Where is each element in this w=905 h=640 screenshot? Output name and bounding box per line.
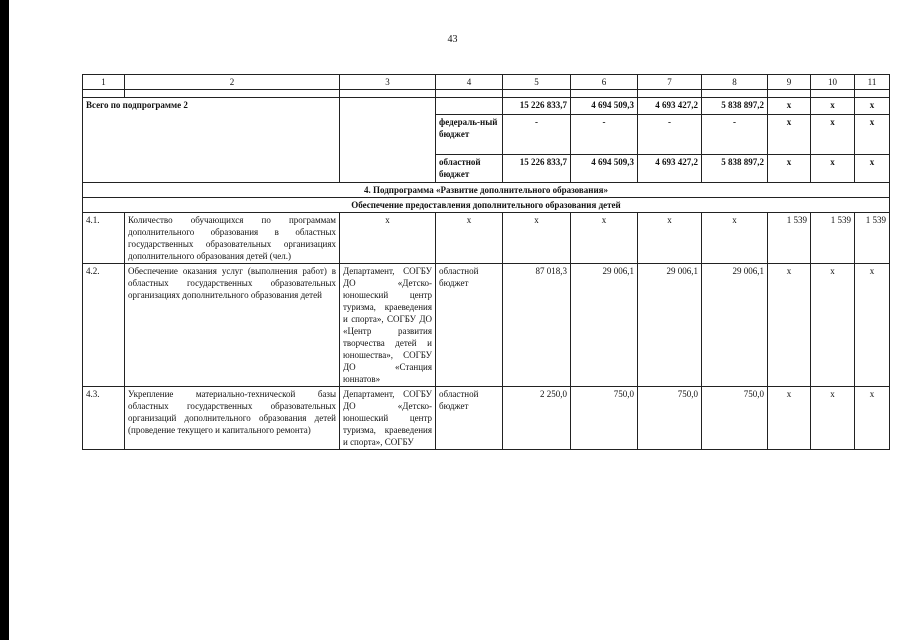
task-title: Обеспечение предоставления дополнительного образования детей (83, 198, 890, 213)
column-header: 10 (811, 75, 855, 90)
federal-value: - (503, 115, 571, 155)
row-source: областной бюджет (436, 387, 503, 450)
regional-budget-label: областной бюджет (436, 155, 503, 183)
total-row (83, 98, 890, 115)
column-header: 2 (125, 75, 340, 90)
budget-table (82, 74, 890, 450)
row-executor: x (340, 213, 436, 264)
federal-value: - (571, 115, 638, 155)
column-number-row (83, 75, 890, 90)
row-value: 29 006,1 (702, 264, 768, 387)
row-value: 2 250,0 (503, 387, 571, 450)
federal-value: - (638, 115, 702, 155)
row-value: 29 006,1 (638, 264, 702, 387)
row-name: Обеспечение оказания услуг (выполнения работ) в областных государственных образовательных организациях дополнительного образования детей (125, 264, 340, 387)
federal-budget-label: федераль-ный бюджет (436, 115, 503, 155)
regional-value: 15 226 833,7 (503, 155, 571, 183)
row-value: 750,0 (638, 387, 702, 450)
column-header: 3 (340, 75, 436, 90)
total-value: 4 693 427,2 (638, 98, 702, 115)
row-value: x (768, 387, 811, 450)
regional-value: 4 694 509,3 (571, 155, 638, 183)
row-number: 4.2. (83, 264, 125, 387)
total-value: 4 694 509,3 (571, 98, 638, 115)
row-value: 750,0 (702, 387, 768, 450)
table-row (83, 213, 890, 264)
table-row (83, 387, 890, 450)
row-value: 1 539 (768, 213, 811, 264)
spacer-row (83, 90, 890, 98)
row-value: x (638, 213, 702, 264)
regional-value: 4 693 427,2 (638, 155, 702, 183)
column-header: 8 (702, 75, 768, 90)
total-value: 15 226 833,7 (503, 98, 571, 115)
row-value: x (503, 213, 571, 264)
row-value: x (855, 264, 890, 387)
federal-value: x (811, 115, 855, 155)
column-header: 5 (503, 75, 571, 90)
row-value: x (811, 387, 855, 450)
row-number: 4.3. (83, 387, 125, 450)
regional-value: x (768, 155, 811, 183)
table-row (83, 264, 890, 387)
row-number: 4.1. (83, 213, 125, 264)
row-value: x (855, 387, 890, 450)
federal-value: - (702, 115, 768, 155)
row-source: x (436, 213, 503, 264)
total-value: x (855, 98, 890, 115)
row-value: 29 006,1 (571, 264, 638, 387)
federal-value: x (855, 115, 890, 155)
subprogram-title: 4. Подпрограмма «Развитие дополнительного образования» (83, 183, 890, 198)
regional-value: 5 838 897,2 (702, 155, 768, 183)
row-name: Количество обучающихся по программам дополнительного образования в областных государственных образовательных организациях дополнительного образования детей (чел.) (125, 213, 340, 264)
row-executor: Департамент, СОГБУ ДО «Детско-юношеский центр туризма, краеведения и спорта», СОГБУ ДО «Центр развития творчества детей и юношества», СОГБУ ДО «Станция юннатов» (340, 264, 436, 387)
row-value: 1 539 (811, 213, 855, 264)
row-value: 1 539 (855, 213, 890, 264)
row-value: 87 018,3 (503, 264, 571, 387)
total-value: 5 838 897,2 (702, 98, 768, 115)
column-header: 9 (768, 75, 811, 90)
column-header: 4 (436, 75, 503, 90)
total-value: x (811, 98, 855, 115)
row-value: x (768, 264, 811, 387)
column-header: 11 (855, 75, 890, 90)
column-header: 7 (638, 75, 702, 90)
row-executor: Департамент, СОГБУ ДО «Детско-юношеский центр туризма, краеведения и спорта», СОГБУ (340, 387, 436, 450)
page-number: 43 (447, 34, 458, 45)
scan-edge-bar (0, 0, 9, 640)
total-label: Всего по подпрограмме 2 (83, 98, 340, 183)
row-source: областной бюджет (436, 264, 503, 387)
total-source-cell (436, 98, 503, 115)
row-value: x (702, 213, 768, 264)
column-header: 1 (83, 75, 125, 90)
regional-value: x (855, 155, 890, 183)
regional-value: x (811, 155, 855, 183)
row-name: Укрепление материально-технической базы областных государственных образовательных организаций дополнительного образования детей (проведение текущего и капитального ремонта) (125, 387, 340, 450)
row-value: 750,0 (571, 387, 638, 450)
total-executor-cell (340, 98, 436, 183)
task-title-row (83, 198, 890, 213)
federal-value: x (768, 115, 811, 155)
total-value: x (768, 98, 811, 115)
row-value: x (811, 264, 855, 387)
row-value: x (571, 213, 638, 264)
subprogram-title-row (83, 183, 890, 198)
column-header: 6 (571, 75, 638, 90)
